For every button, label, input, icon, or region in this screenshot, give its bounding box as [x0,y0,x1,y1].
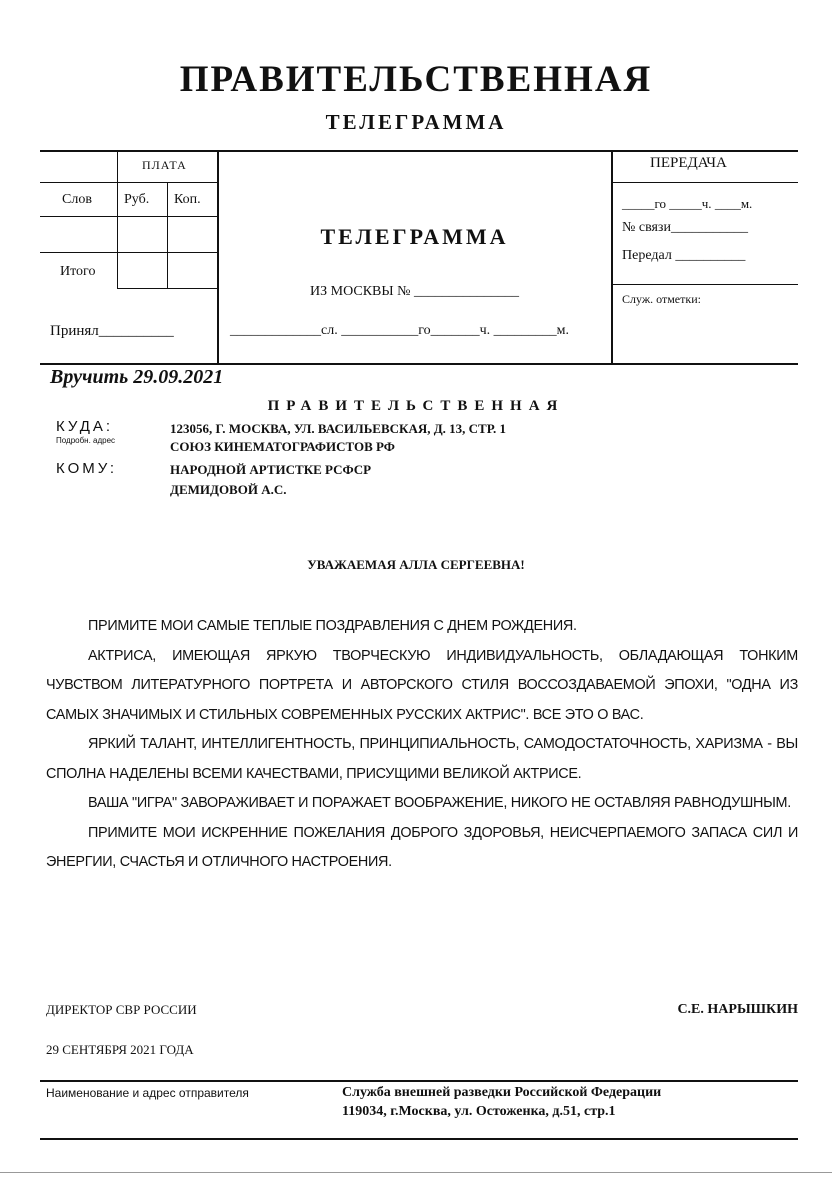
sender-top-rule [40,1080,798,1082]
plata-row-2 [40,216,218,217]
paragraph-5: ПРИМИТЕ МОИ ИСКРЕННИЕ ПОЖЕЛАНИЯ ДОБРОГО ЗДОРОВЬЯ, НЕИСЧЕРПАЕМОГО ЗАПАСА СИЛ И ЭНЕРГИИ, СЧАСТЬЯ И ОТЛИЧНОГО НАСТРОЕНИЯ. [46,824,798,870]
sent-time-field: _____________сл. ___________го_______ч. _________м. [230,323,570,338]
plata-header: ПЛАТА [142,158,187,172]
plata-row-3 [40,252,218,253]
nom-svyazi-field: № связи___________ [622,220,748,235]
slov-label: Слов [62,192,92,207]
peredacha-time-field: _____го _____ч. ____м. [622,196,753,211]
document-title: ПРАВИТЕЛЬСТВЕННАЯ [179,59,653,100]
greeting: УВАЖАЕМАЯ АЛЛА СЕРГЕЕВНА! [307,557,525,572]
peredacha-row-2 [611,284,798,285]
itogo-label: Итого [60,264,96,279]
prinyal-label: Принял__________ [50,323,174,339]
message-body [46,612,798,878]
sender-address [342,1083,661,1121]
sender-bottom-rule [40,1138,798,1140]
paragraph-4: ВАША "ИГРА" ЗАВОРАЖИВАЕТ И ПОРАЖАЕТ ВООБРАЖЕНИЕ, НИКОГО НЕ ОСТАВЛЯЯ РАВНОДУШНЫМ. [88,795,791,811]
signature-date: 29 СЕНТЯБРЯ 2021 ГОДА [46,1042,194,1057]
podrobn-label: Подробн. адрес [56,436,116,445]
sender-label: Наименование и адрес отправителя [46,1086,249,1100]
signer-position: ДИРЕКТОР СВР РОССИИ [46,1002,197,1017]
peredacha-header: ПЕРЕДАЧА [650,155,727,171]
sender-line-1: Служба внешней разведки Российской Федерации [342,1085,662,1100]
form-center-title: ТЕЛЕГРАММА [320,224,509,249]
form-top-border [40,150,798,152]
address-line-1: 123056, Г. МОСКВА, УЛ. ВАСИЛЬЕВСКАЯ, Д. 13, СТР. 1 [170,421,507,436]
page-bottom-edge [0,1172,832,1173]
paragraph-2: АКТРИСА, ИМЕЮЩАЯ ЯРКУЮ ТВОРЧЕСКУЮ ИНДИВИДУАЛЬНОСТЬ, ОБЛАДАЮЩАЯ ТОНКИМ ЧУВСТВОМ ЛИТЕРАТУРНОГО ПОРТРЕТА И АВТОРСКОГО СТИЛЯ ВОССОЗДАВАЕМОЙ ЭПОХИ, "ОДНА ИЗ САМЫХ ЗНАЧИМЫХ И СТИЛЬНЫХ СОВРЕМЕННЫХ РУССКИХ АКТРИС". ВСЕ ЭТО О ВАС. [46,647,798,723]
gov-label: ПРАВИТЕЛЬСТВЕННАЯ [267,398,565,414]
signer-name: С.Е. НАРЫШКИН [677,1002,798,1017]
komu-label: КОМУ: [56,460,118,477]
plata-col-mid [167,182,168,288]
recipient-name-1: НАРОДНОЙ АРТИСТКЕ РСФСР [170,462,372,477]
document-subtitle: ТЕЛЕГРАММА [325,110,507,134]
recipient-name-2: ДЕМИДОВОЙ А.С. [170,482,287,497]
kop-label: Коп. [174,192,201,207]
plata-row-1 [40,182,218,183]
peredal-field: Передал __________ [622,248,746,263]
rub-label: Руб. [124,192,150,207]
iz-moskvy-field: ИЗ МОСКВЫ № _______________ [310,284,519,299]
peredacha-row-1 [611,182,798,183]
paragraph-1: ПРИМИТЕ МОИ САМЫЕ ТЕПЛЫЕ ПОЗДРАВЛЕНИЯ С ДНЕМ РОЖДЕНИЯ. [88,618,577,634]
plata-row-4 [117,288,218,289]
sluzh-otmetki-label: Служ. отметки: [622,292,701,306]
form-bottom-border [40,363,798,365]
kuda-label: КУДА: [56,418,114,435]
sender-line-2: 119034, г.Москва, ул. Остоженка, д.51, стр.1 [342,1104,616,1119]
address-line-2: СОЮЗ КИНЕМАТОГРАФИСТОВ РФ [170,439,395,454]
plata-col-left [117,150,118,288]
paragraph-3: ЯРКИЙ ТАЛАНТ, ИНТЕЛЛИГЕНТНОСТЬ, ПРИНЦИПИАЛЬНОСТЬ, САМОДОСТАТОЧНОСТЬ, ХАРИЗМА - ВЫ СПОЛНА НАДЕЛЕНЫ ВСЕМИ КАЧЕСТВАМИ, ПРИСУЩИМИ ВЕЛИКОЙ АКТРИСЕ. [46,736,798,782]
delivery-date: Вручить 29.09.2021 [50,366,224,388]
